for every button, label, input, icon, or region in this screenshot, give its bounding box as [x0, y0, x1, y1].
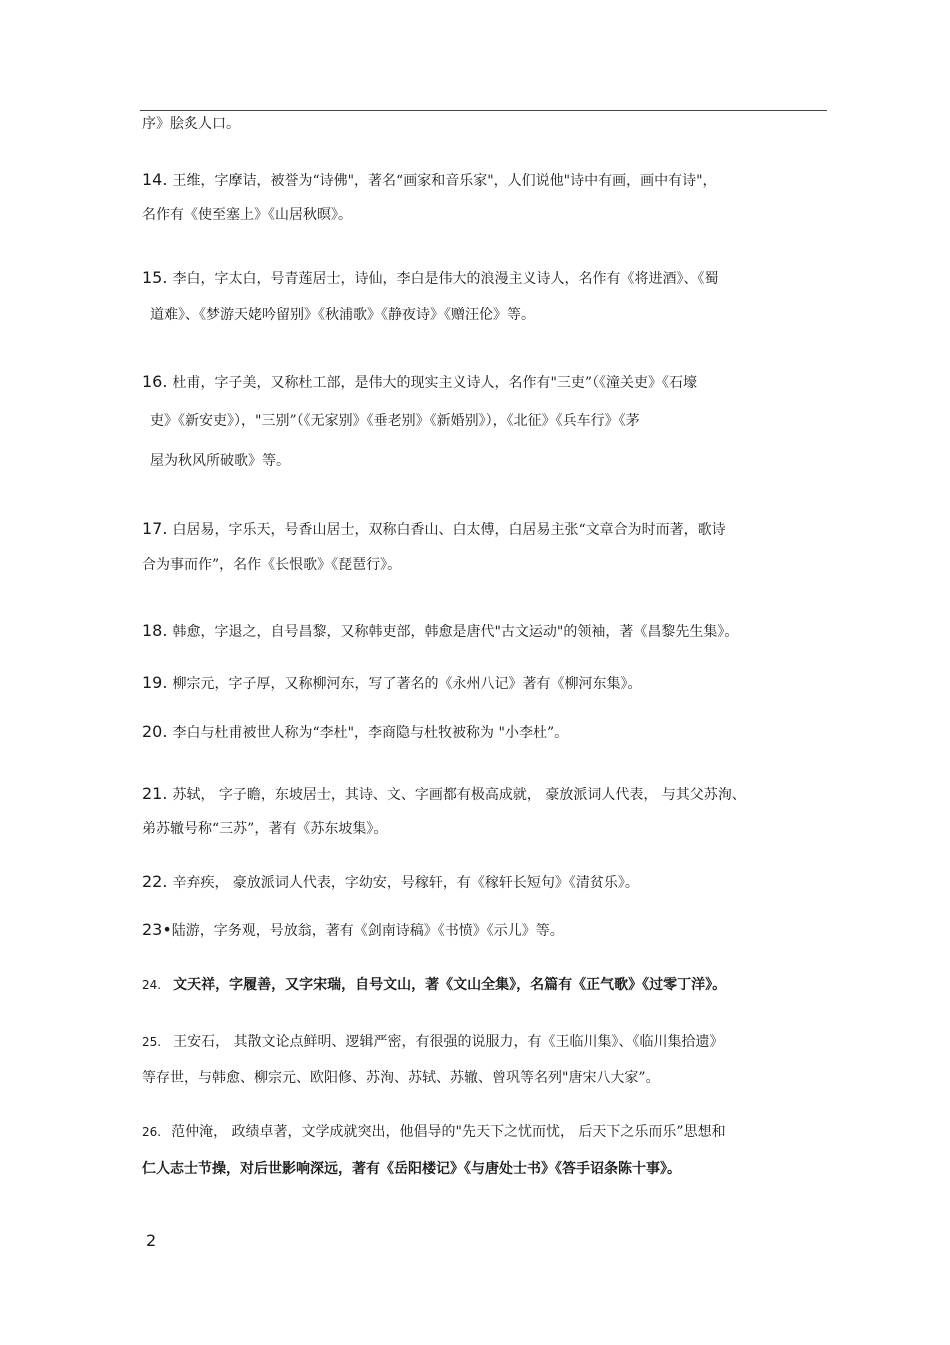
entry-number: 18. — [142, 621, 168, 640]
entry-16-line-2: 吏》《新安吏》），"三别”（《无家别》《垂老别》《新婚别》），《北征》《兵车行》《茅 — [150, 413, 640, 429]
entry-number: 15. — [142, 268, 168, 287]
entry-number: 22. — [142, 872, 168, 891]
entry-21-line-2: 弟苏辙号称“三苏”，著有《苏东坡集》。 — [142, 821, 388, 837]
entry-22-line-1: 22. 辛弃疾， 豪放派词人代表，字幼安，号稼轩，有《稼轩长短句》《清贫乐》。 — [142, 872, 639, 891]
entry-25-line-2: 等存世，与韩愈、柳宗元、欧阳修、苏洵、苏轼、苏辙、曾巩等名列"唐宋八大家”。 — [142, 1070, 660, 1086]
entry-18-line-1: 18. 韩愈，字退之，自号昌黎，又称韩吏部，韩愈是唐代"古文运动"的领袖，著《昌黎先生集》。 — [142, 621, 739, 640]
entry-number: 20. — [142, 722, 168, 741]
entry-14-line-1: 14. 王维，字摩诘，被誉为“诗佛"，著名“画家和音乐家"，人们说他"诗中有画，画中有诗"， — [142, 170, 717, 189]
entry-number: 25. — [142, 1035, 162, 1049]
entry-24-line-1: 24. 文天祥，字履善，又字宋瑞，自号文山，著《文山全集》，名篇有《正气歌》《过零丁洋》。 — [142, 977, 727, 993]
entry-19-line-1: 19. 柳宗元，字子厚，又称柳河东，写了著名的《永州八记》著有《柳河东集》。 — [142, 673, 642, 692]
entry-16-line-1: 16. 杜甫，字子美，又称杜工部，是伟大的现实主义诗人，名作有"三吏”（《潼关吏》《石壕 — [142, 372, 698, 391]
entry-15-line-1: 15. 李白，字太白，号青莲居士，诗仙，李白是伟大的浪漫主义诗人，名作有《将进酒》、《蜀 — [142, 268, 719, 287]
entry-25-line-1: 25. 王安石， 其散文论点鲜明、逻辑严密，有很强的说服力，有《王临川集》、《临川集拾遗》 — [142, 1034, 724, 1050]
entry-26-line-2: 仁人志士节操，对后世影响深远，著有《岳阳楼记》《与唐处士书》《答手诏条陈十事》。 — [142, 1161, 681, 1177]
entry-21-line-1: 21. 苏轼， 字子瞻，东坡居士，其诗、文、字画都有极高成就， 豪放派词人代表， 与其父苏洵、 — [142, 784, 746, 803]
entry-14-line-2: 名作有《使至塞上》《山居秋暝》。 — [142, 207, 352, 223]
entry-number: 16. — [142, 372, 168, 391]
entry-17-line-1: 17. 白居易，字乐天，号香山居士，双称白香山、白太傅，白居易主张“文章合为时而著，歌诗 — [142, 519, 726, 538]
continuation-text: 序》脍炙人口。 — [142, 116, 240, 132]
entry-number: 23• — [142, 920, 172, 939]
entry-26-line-1: 26. 范仲淹， 政绩卓著，文学成就突出，他倡导的"先天下之忧而忧， 后天下之乐而乐”思想和 — [142, 1124, 726, 1140]
entry-number: 19. — [142, 673, 168, 692]
entry-number: 21. — [142, 784, 168, 803]
page-number: 2 — [146, 1231, 157, 1250]
entry-number: 17. — [142, 519, 168, 538]
entry-15-line-2: 道难》、《梦游天姥吟留别》《秋浦歌》《静夜诗》《赠汪伦》等。 — [150, 307, 535, 323]
entry-number: 14. — [142, 170, 168, 189]
entry-20-line-1: 20. 李白与杜甫被世人称为“李杜"，李商隐与杜牧被称为 "小李杜”。 — [142, 722, 569, 741]
entry-23-line-1: 23•陆游，字务观，号放翁，著有《剑南诗稿》《书愤》《示儿》等。 — [142, 920, 564, 939]
header-rule — [140, 110, 827, 111]
entry-number: 26. — [142, 1125, 162, 1139]
entry-16-line-3: 屋为秋风所破歌》等。 — [150, 453, 290, 469]
entry-17-line-2: 合为事而作”，名作《长恨歌》《琵琶行》。 — [142, 557, 402, 573]
entry-number: 24. — [142, 978, 162, 992]
